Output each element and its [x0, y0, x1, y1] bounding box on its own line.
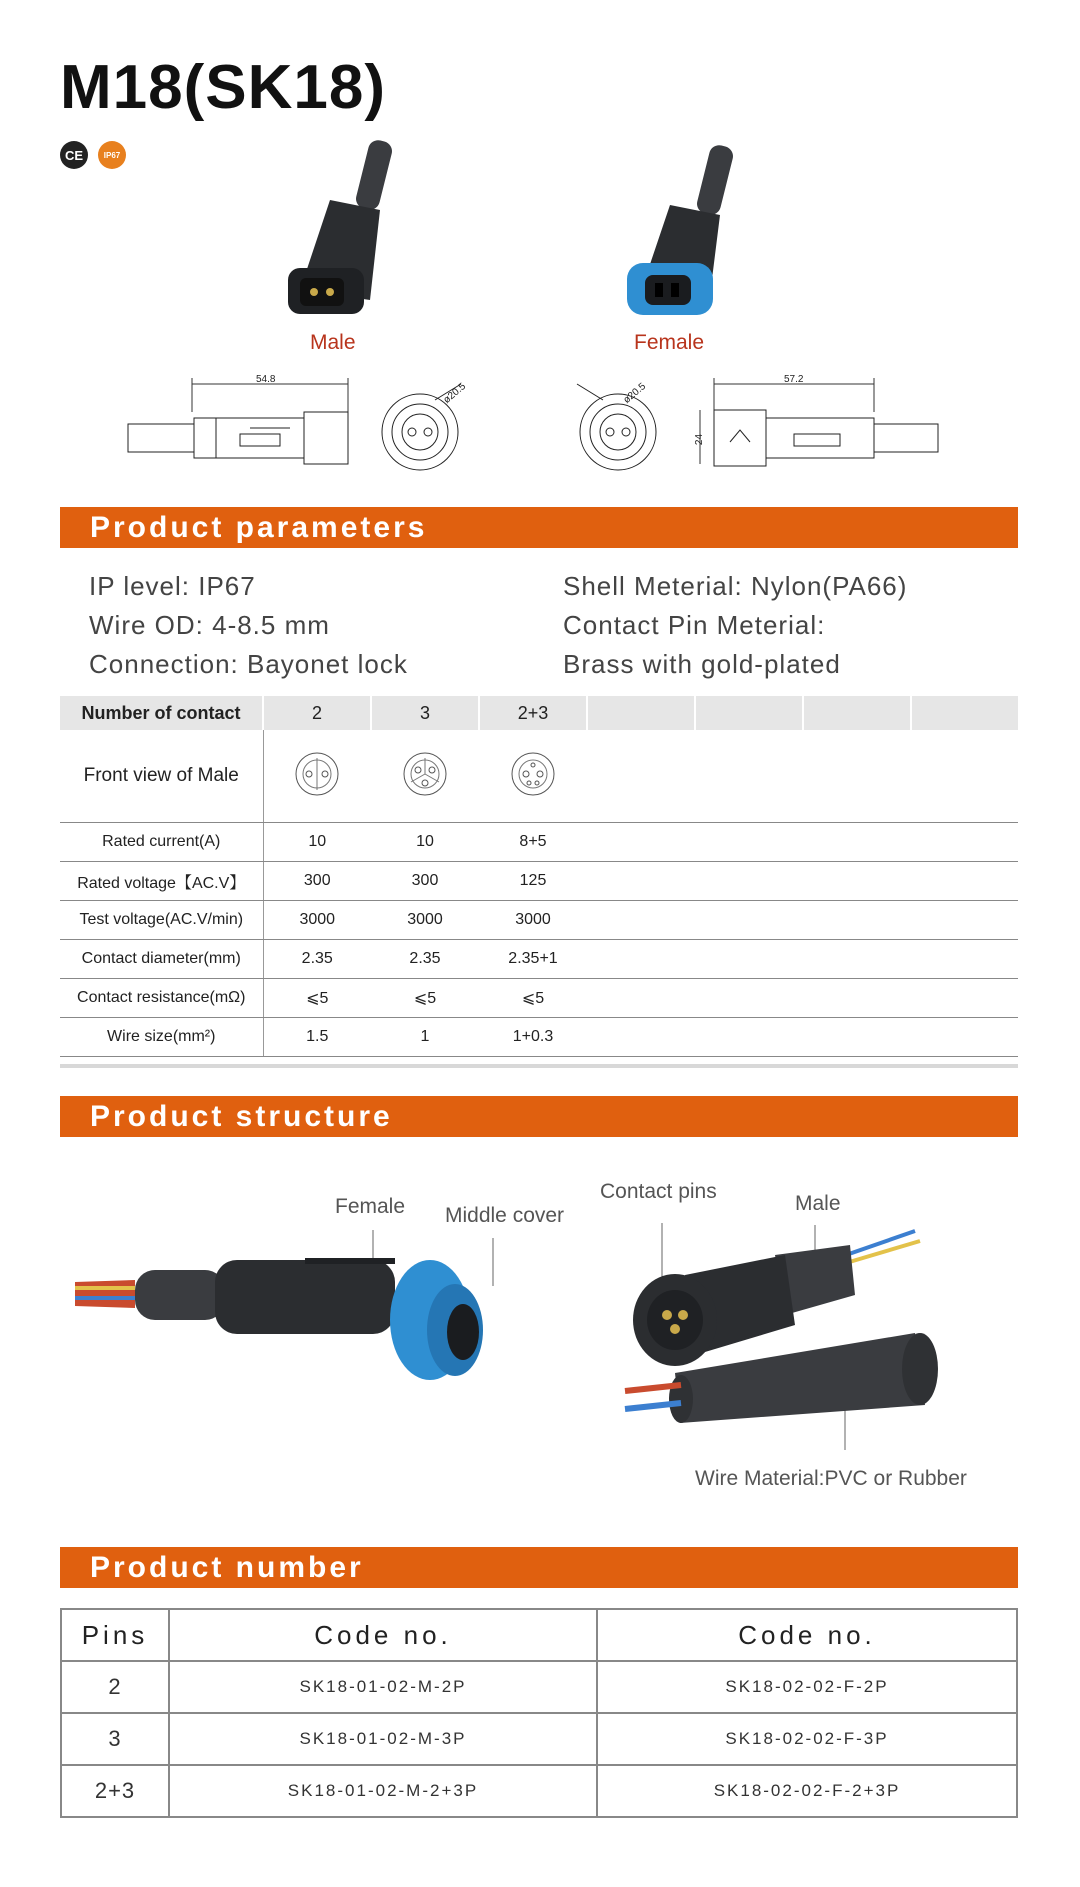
param-wire-od: Wire OD: 4-8.5 mm [89, 610, 330, 640]
table-row [60, 823, 1018, 862]
param-contact-pin-plating: Brass with gold-plated [563, 649, 841, 679]
header-pins: Pins [61, 1609, 169, 1661]
row-label: Rated voltage【AC.V】 [60, 862, 263, 901]
female-front-drawing [563, 382, 663, 482]
cell: 2.35 [371, 940, 479, 979]
header-col-3: 3 [371, 696, 479, 730]
cell: 300 [371, 862, 479, 901]
cell: ⩽5 [479, 979, 587, 1018]
cell: 2.35+1 [479, 940, 587, 979]
table-bottom-rule [60, 1064, 1018, 1068]
ce-badge-icon: CE [60, 141, 88, 169]
section-header-structure: Product structure [60, 1096, 1018, 1137]
header-col-empty [695, 696, 803, 730]
table-row [60, 901, 1018, 940]
cell: 3000 [479, 901, 587, 940]
cell: 8+5 [479, 823, 587, 862]
structure-label-male: Male [795, 1192, 841, 1215]
female-caption: Female [634, 331, 705, 354]
page-title: M18(SK18) [60, 53, 386, 122]
table-row [60, 940, 1018, 979]
front-view-label: Front view of Male [60, 730, 263, 823]
table-row [60, 979, 1018, 1018]
table-row [60, 730, 1018, 823]
cell-female-code: SK18-02-02-F-2P [597, 1661, 1017, 1713]
cell-female-code: SK18-02-02-F-2+3P [597, 1765, 1017, 1817]
structure-label-female: Female [335, 1195, 406, 1218]
header-col-empty [911, 696, 1018, 730]
row-label: Test voltage(AC.V/min) [60, 901, 263, 940]
female-connector-image [615, 145, 765, 325]
cell: 1+0.3 [479, 1018, 587, 1057]
male-side-drawing [120, 372, 360, 482]
cell-male-code: SK18-01-02-M-2+3P [169, 1765, 597, 1817]
cell-pins: 2+3 [61, 1765, 169, 1817]
cell: 10 [263, 823, 371, 862]
front-view-3pin-icon [371, 730, 479, 823]
male-connector-image [270, 140, 420, 320]
header-code-male: Code no. [169, 1609, 597, 1661]
header-code-female: Code no. [597, 1609, 1017, 1661]
cell: ⩽5 [263, 979, 371, 1018]
spec-table [60, 696, 1018, 1057]
cell: 125 [479, 862, 587, 901]
female-diameter-dimension: ø20.5 [621, 381, 649, 406]
header-col-2: 2 [263, 696, 371, 730]
header-col-2plus3: 2+3 [479, 696, 587, 730]
female-length-dimension: 57.2 [784, 374, 804, 385]
section-header-parameters: Product parameters [60, 507, 1018, 548]
cell: 300 [263, 862, 371, 901]
structure-label-contact-pins: Contact pins [600, 1180, 717, 1203]
param-contact-pin-material: Contact Pin Meterial: [563, 610, 826, 640]
male-length-dimension: 54.8 [256, 374, 276, 385]
structure-label-middle-cover: Middle cover [445, 1204, 565, 1227]
cell: 3000 [263, 901, 371, 940]
cell: 1 [371, 1018, 479, 1057]
male-diameter-dimension: ø20.5 [441, 381, 469, 406]
cell-pins: 2 [61, 1661, 169, 1713]
param-shell-material: Shell Meterial: Nylon(PA66) [563, 571, 908, 601]
cell: ⩽5 [371, 979, 479, 1018]
param-connection: Connection: Bayonet lock [89, 649, 408, 679]
cell-female-code: SK18-02-02-F-3P [597, 1713, 1017, 1765]
assembled-connector-image [75, 1220, 555, 1410]
table-row [61, 1661, 1017, 1713]
cell: 1.5 [263, 1018, 371, 1057]
structure-label-wire-material: Wire Material:PVC or Rubber [695, 1467, 967, 1490]
param-ip-level: IP level: IP67 [89, 571, 256, 601]
cell: 10 [371, 823, 479, 862]
row-label: Contact resistance(mΩ) [60, 979, 263, 1018]
product-number-table [60, 1608, 1018, 1818]
cell: 3000 [371, 901, 479, 940]
cell-male-code: SK18-01-02-M-3P [169, 1713, 597, 1765]
male-connector-wire-image [615, 1215, 995, 1465]
female-side-drawing [690, 372, 950, 482]
ip67-badge-icon: IP67 [98, 141, 126, 169]
female-height-dimension: 24 [694, 433, 706, 446]
cell: 2.35 [263, 940, 371, 979]
spec-table-header [60, 696, 1018, 730]
table-row [60, 1018, 1018, 1057]
row-label: Wire size(mm²) [60, 1018, 263, 1057]
front-view-2pin-icon [263, 730, 371, 823]
header-col-empty [803, 696, 911, 730]
section-header-number: Product number [60, 1547, 1018, 1588]
front-view-2plus3pin-icon [479, 730, 587, 823]
row-label: Contact diameter(mm) [60, 940, 263, 979]
cell-male-code: SK18-01-02-M-2P [169, 1661, 597, 1713]
row-label: Rated current(A) [60, 823, 263, 862]
header-number-of-contact: Number of contact [60, 696, 263, 730]
table-header-row [61, 1609, 1017, 1661]
male-caption: Male [310, 331, 356, 354]
male-front-drawing [375, 382, 475, 482]
table-row [61, 1713, 1017, 1765]
cell-pins: 3 [61, 1713, 169, 1765]
table-row [61, 1765, 1017, 1817]
header-col-empty [587, 696, 695, 730]
table-row [60, 862, 1018, 901]
